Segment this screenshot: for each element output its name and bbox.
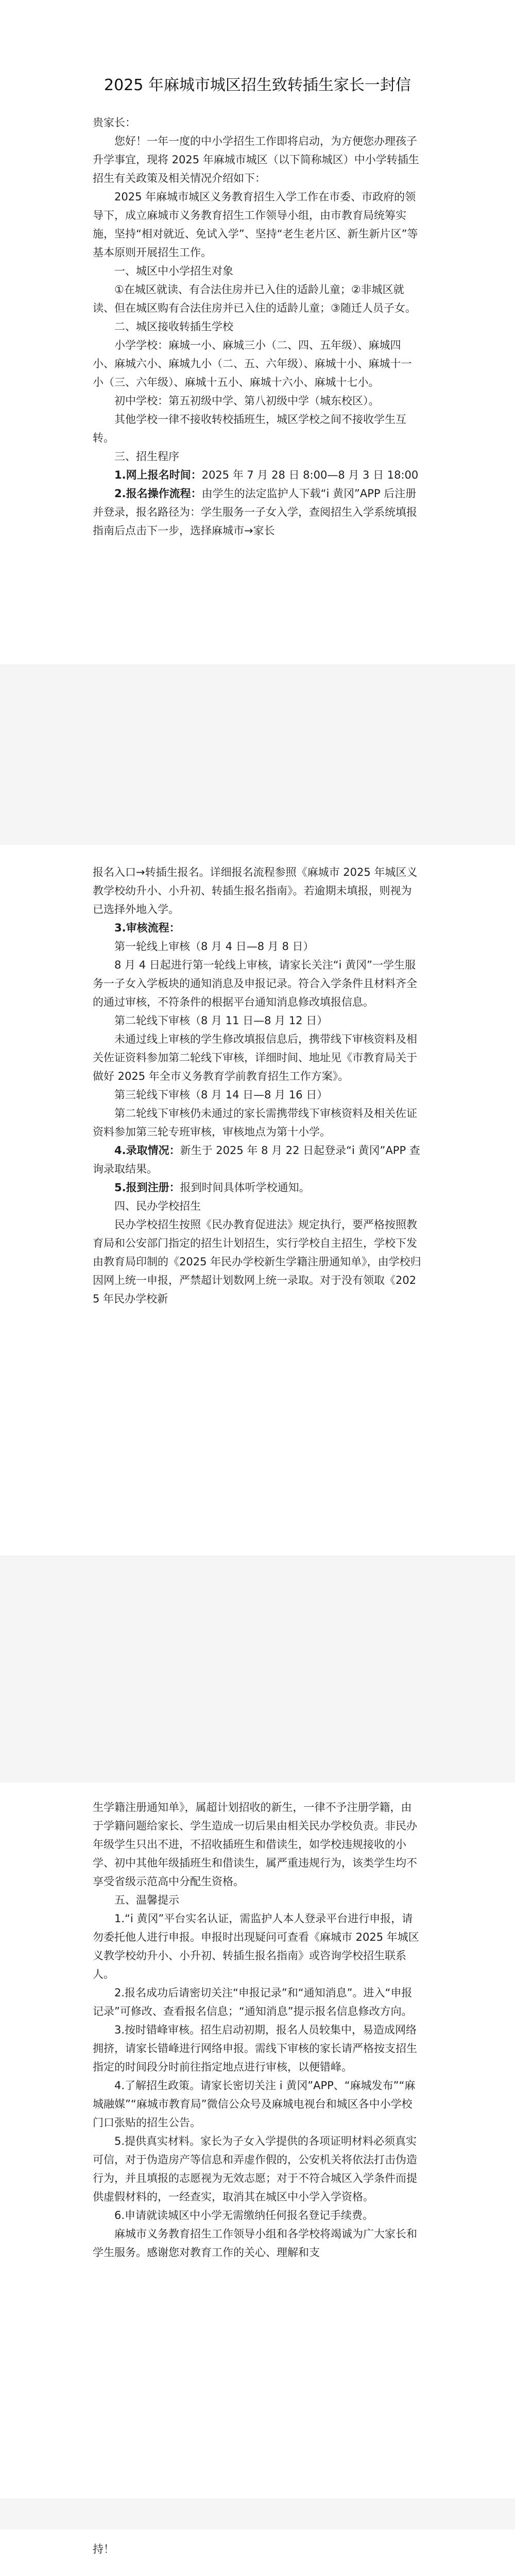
page-4-content: [93, 2540, 422, 2576]
admission-item: [93, 1141, 422, 1178]
registration-time-label: 1.网上报名时间：: [114, 469, 202, 481]
intro-paragraph: 您好！一年一度的中小学招生工作即将启动，为方便您办理孩子升学事宜，现将 2025 年麻城市城区（以下简称城区）中小学转插生招生有关政策及相关情况介绍如下：: [93, 135, 419, 184]
review-process-heading: 3.审核流程：: [114, 922, 180, 934]
registration-flow-item: [93, 484, 422, 540]
targets-paragraph: ①在城区就读、有合法住房并已入住的适龄儿童；②非城区就读、但在城区购有合法住房并已入住的适龄儿童；③随迁人员子女。: [93, 283, 416, 314]
other-schools-paragraph: 其他学校一律不接收转校插班生，城区学校之间不接收学生互转。: [93, 413, 406, 444]
closing-continued: 持！: [93, 2543, 114, 2555]
registration-flow-continued: 报名入口→转插生报名。详细报名流程参照《麻城市 2025 年城区义教学校幼升小、小升初、转插生报名指南》。若逾期未填报，则视为已选择外地入学。: [93, 866, 418, 916]
page-1-content: [93, 113, 422, 540]
round-2-heading: 第二轮线下审核（8 月 11 日—8 月 12 日）: [114, 1014, 328, 1027]
registration-report-item: [93, 1178, 422, 1197]
section-heading-tips: 五、温馨提示: [114, 1894, 179, 1906]
page-separator: [0, 1556, 515, 1784]
section-heading-schools: 二、城区接收转插生学校: [114, 320, 233, 333]
spacer: [93, 2558, 422, 2576]
tip-3: 3.按时错峰审核。招生启动初期，报名人员较集中，易造成网络拥挤，请家长错峰进行网络申报。需线下审核的家长请严格按支招生指定的时间段分时前往指定地点进行审核，以便错峰。: [93, 2024, 417, 2073]
admission-text: 新生于 2025 年 8 月 22 日起登录“i 黄冈”APP 查询录取结果。: [93, 1144, 420, 1175]
policy-paragraph: 2025 年麻城市城区义务教育招生入学工作在市委、市政府的领导下，成立麻城市义务教育招生工作领导小组，由市教育局统筹实施，坚持“相对就近、免试入学”、坚持“老生老片区、新生新片区”等基本原则开展招生工作。: [93, 191, 418, 259]
private-schools-paragraph: 民办学校招生按照《民办教育促进法》规定执行，要严格按照教育局和公安部门指定的招生计划招生，实行学校自主招生，学校下发由教育局印制的《2025 年民办学校新生学籍注册通知单》，由学校归因网上统一申报，严禁超计划数网上统一录取。对于没有领取《2025 年民办学校新: [93, 1218, 421, 1305]
page-3-content: [93, 1798, 422, 2262]
closing-paragraph: 麻城市义务教育招生工作领导小组和各学校将竭诚为广大家长和学生服务。感谢您对教育工作的关心、理解和支: [93, 2228, 417, 2259]
document-page-3: [0, 1783, 515, 2499]
tip-4: 4.了解招生政策。请家长密切关注 i 黄冈”APP、“麻城发布”“麻城融媒”“麻城市教育局”微信公众号及麻城电视台和城区各中小学校门口张贴的招生公告。: [93, 2079, 416, 2129]
primary-schools-paragraph: 小学学校：麻城一小、麻城三小（二、四、五年级）、麻城四小、麻城六小、麻城九小（二、五、六年级）、麻城十小、麻城十一小（三、六年级）、麻城十五小、麻城十六小、麻城十七小。: [93, 339, 412, 388]
tip-5: 5.提供真实材料。家长为子女入学提供的各项证明材料必须真实可信，对于伪造房产等信息和弄虚作假的，公安机关将依法打击伪造行为，并且填报的志愿视为无效志愿；对于不符合城区入学条件而提供虚假材料的，一经查实，取消其在城区中小学入学资格。: [93, 2135, 417, 2203]
registration-time-item: [93, 466, 422, 484]
section-heading-procedure: 三、招生程序: [114, 450, 179, 463]
document-page-2: [0, 845, 515, 1556]
round-1-heading: 第一轮线上审核（8 月 4 日—8 月 8 日）: [114, 940, 314, 953]
section-heading-targets: 一、城区中小学招生对象: [114, 265, 233, 277]
round-3-paragraph: 第二轮线下审核仍未通过的家长需携带线下审核资料及相关佐证资料参加第三轮专班审核，审核地点为第十小学。: [93, 1107, 417, 1138]
private-schools-continued: 生学籍注册通知单》，属超计划招收的新生，一律不予注册学籍，由于学籍问题给家长、学生造成一切后果由相关民办学校负责。非民办年级学生只出不进，不招收插班生和借读生，如学校违规接收的小学、初中其他年级插班生和借读生，属严重违规行为，该类学生均不享受省级示范高中分配生资格。: [93, 1801, 417, 1888]
tip-1: 1.“i 黄冈”平台实名认证，需监护人本人登录平台进行申报，请勿委托他人进行申报。申报时出现疑问可查看《麻城市 2025 年城区义教学校幼升小、小升初、转插生报名指南》或咨询学校招生联系人。: [93, 1912, 419, 1980]
section-heading-private: 四、民办学校招生: [114, 1200, 201, 1212]
tip-6: 6.申请就读城区中小学无需缴纳任何报名登记手续费。: [114, 2209, 374, 2222]
page-separator: [0, 665, 515, 846]
registration-flow-text: 由学生的法定监护人下载“i 黄冈”APP 后注册并登录，报名路径为：学生服务一子女入学，查阅招生入学系统填报指南后点击下一步，选择麻城市→家长: [93, 487, 417, 537]
middle-schools-paragraph: 初中学校：第五初级中学、第八初级中学（城东校区）。: [114, 395, 380, 407]
page-2-content: [93, 863, 422, 1308]
registration-report-text: 报到时间具体听学校通知。: [180, 1181, 310, 1194]
page-title: 2025 年麻城市城区招生致转插生家长一封信: [104, 76, 411, 94]
registration-report-label: 5.报到注册：: [114, 1181, 180, 1194]
document-page-1: [0, 0, 515, 665]
tip-2: 2.报名成功后请密切关注“申报记录”和“通知消息”。进入“申报记录”可修改、查看报名信息；“通知消息”提示报名信息修改方向。: [93, 1987, 413, 2018]
round-3-heading: 第三轮线下审核（8 月 14 日—8 月 16 日）: [114, 1089, 328, 1101]
page-separator: [0, 2499, 515, 2531]
document-page-4: [0, 2530, 515, 2576]
registration-time-value: 2025 年 7 月 28 日 8:00—8 月 3 日 18:00: [201, 469, 419, 481]
admission-label: 4.录取情况：: [114, 1144, 180, 1157]
round-1-paragraph: 8 月 4 日起进行第一轮线上审核，请家长关注“i 黄冈”一学生服务一子女入学板块的通知消息及申报记录。符合入学条件且材料齐全的通过审核，不符条件的根据平台通知消息修改填报信息。: [93, 959, 417, 1008]
registration-flow-label: 2.报名操作流程：: [114, 487, 202, 500]
round-2-paragraph: 未通过线上审核的学生修改填报信息后，携带线下审核资料及相关佐证资料参加第二轮线下审核，详细时间、地址见《市教育局关于做好 2025 年全市义务教育学前教育招生工作方案》。: [93, 1033, 417, 1082]
salutation: 贵家长：: [93, 116, 136, 129]
